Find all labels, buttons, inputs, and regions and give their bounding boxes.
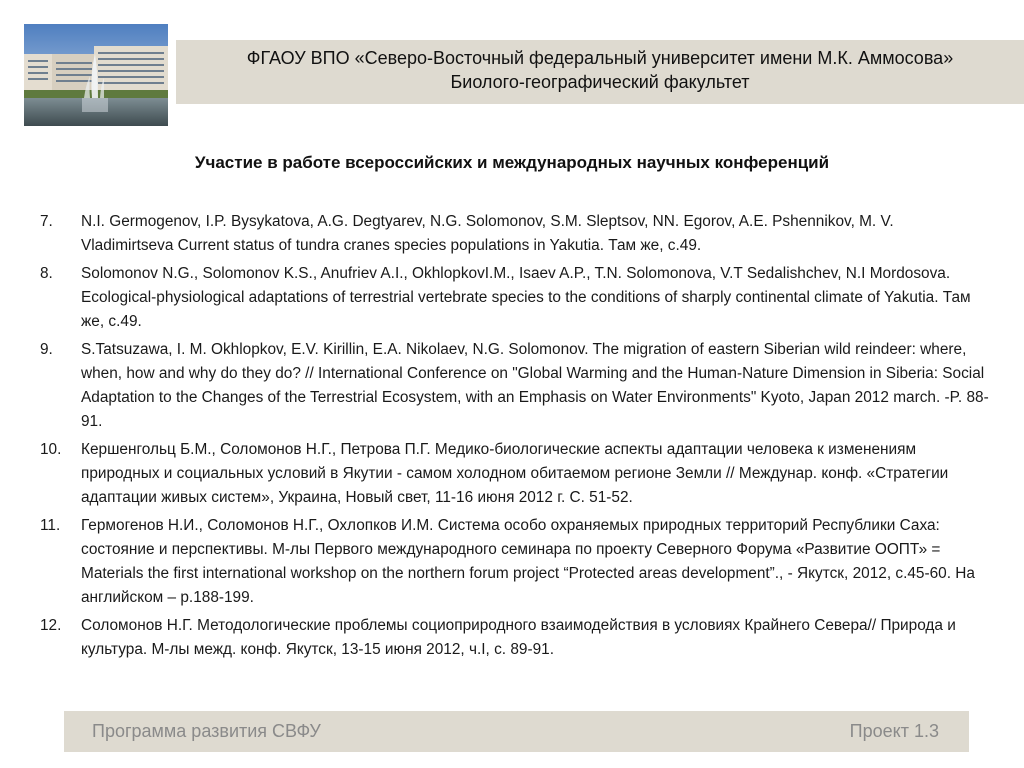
reference-text: Кершенгольц Б.М., Соломонов Н.Г., Петрова П.Г. Медико-биологические аспекты адаптации человека к изменениям природных и социальных условий в Якутии - самом холодном обитаемом регионе Земли // Междунар. конф. «Стратегии адаптации живых систем», Украина, Новый свет, 11-16 июня 2012 г. С. 51-52. — [81, 441, 949, 506]
footer-program-label: Программа развития СВФУ — [92, 721, 321, 741]
building-photo-icon — [24, 24, 168, 126]
footer-project-label: Проект 1.3 — [849, 721, 939, 741]
reference-number: 7. — [40, 213, 53, 230]
reference-number: 8. — [40, 265, 53, 282]
footer-bar — [64, 711, 969, 752]
header-banner — [176, 40, 1024, 104]
reference-number: 10. — [40, 441, 62, 458]
reference-text: S.Tatsuzawa, I. M. Okhlopkov, E.V. Kirillin, E.A. Nikolaev, N.G. Solomonov. The migration of eastern Siberian wild reindeer: where, when, how and why do they do? // International Conference on "Global Warming and the Human-Nature Dimension in Siberia: Social Adaptation to the Changes of the Terrestrial Ecosystem, with an Emphasis on Water Environments" Kyoto, Japan 2012 march. -P. 88-91. — [81, 341, 989, 430]
reference-text: Solomonov N.G., Solomonov K.S., Anufriev A.I., OkhlopkovI.M., Isaev A.P., T.N. Solomonova, V.T Sedalishchev, N.I Mordosova. Ecological-physiological adaptations of terrestrial vertebrate species to the conditions of sharply continental climate of Yakutia. Там же, с.49. — [81, 265, 971, 330]
reference-number: 11. — [40, 517, 61, 534]
reference-text: Гермогенов Н.И., Соломонов Н.Г., Охлопков И.М. Система особо охраняемых природных территорий Республики Саха: состояние и перспективы. М-лы Первого международного семинара по проекту Северного Форума «Развитие ООПТ» = Materials the first international workshop on the northern forum project “Protected areas development”., - Якутск, 2012, с.45-60. На английском – р.188-199. — [81, 517, 975, 606]
reference-list — [40, 210, 990, 666]
reference-item — [40, 210, 990, 258]
reference-text: Соломонов Н.Г. Методологические проблемы социоприродного взаимодействия в условиях Крайнего Севера// Природа и культура. М-лы межд. конф. Якутск, 13-15 июня 2012, ч.I, с. 89-91. — [81, 617, 956, 658]
university-building-photo — [24, 24, 168, 126]
slide-title: Участие в работе всероссийских и международных научных конференций — [194, 153, 830, 172]
reference-number: 12. — [40, 617, 62, 634]
reference-item — [40, 514, 990, 610]
reference-item — [40, 262, 990, 334]
faculty-name: Биолого-географический факультет — [450, 72, 750, 92]
university-name: ФГАОУ ВПО «Северо-Восточный федеральный университет имени М.К. Аммосова» — [246, 48, 954, 68]
reference-text: N.I. Germogenov, I.P. Bysykatova, A.G. Degtyarev, N.G. Solomonov, S.M. Sleptsov, NN. Egorov, A.E. Pshennikov, M. V. Vladimirtseva Current status of tundra cranes species populations in Yakutia. Там же, с.49. — [81, 213, 894, 254]
reference-item — [40, 438, 990, 510]
reference-number: 9. — [40, 341, 53, 358]
reference-item — [40, 614, 990, 662]
reference-item — [40, 338, 990, 434]
